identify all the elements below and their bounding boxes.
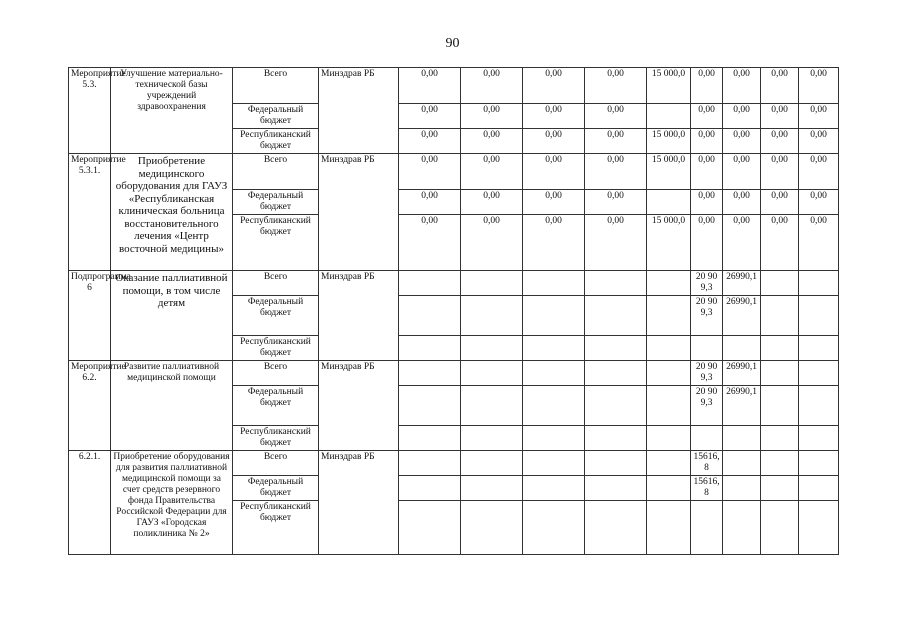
value-cell: 0,00: [761, 68, 799, 104]
executor: Минздрав РБ: [319, 154, 399, 271]
value-cell: 0,00: [399, 215, 461, 271]
value-cell: [691, 426, 723, 451]
value-cell: [761, 336, 799, 361]
value-cell: [691, 336, 723, 361]
row-name: Приобретение оборудования для развития паллиативной медицинской помощи за счет средств резервного фонда Правительства Российской Федерации для ГАУЗ «Городская поликлиника № 2»: [111, 451, 233, 555]
budget-table: [68, 67, 839, 555]
value-cell: [647, 386, 691, 426]
value-cell: 0,00: [585, 190, 647, 215]
funding-source: Федеральный бюджет: [233, 296, 319, 336]
table-body: [69, 68, 839, 555]
value-cell: [399, 426, 461, 451]
value-cell: [585, 426, 647, 451]
value-cell: 0,00: [799, 68, 839, 104]
funding-source: Республиканский бюджет: [233, 129, 319, 154]
value-cell: [523, 336, 585, 361]
value-cell: 0,00: [461, 190, 523, 215]
value-cell: 0,00: [461, 215, 523, 271]
table-row: [69, 154, 839, 190]
value-cell: 0,00: [461, 68, 523, 104]
value-cell: [399, 386, 461, 426]
table-row: [69, 451, 839, 476]
value-cell: [585, 386, 647, 426]
executor: Минздрав РБ: [319, 451, 399, 555]
value-cell: 15 000,0: [647, 154, 691, 190]
value-cell: 0,00: [691, 68, 723, 104]
value-cell: [461, 476, 523, 501]
value-cell: 0,00: [799, 104, 839, 129]
value-cell: 15616,8: [691, 451, 723, 476]
value-cell: 0,00: [723, 129, 761, 154]
funding-source: Всего: [233, 451, 319, 476]
funding-source: Всего: [233, 271, 319, 296]
funding-source: Республиканский бюджет: [233, 336, 319, 361]
value-cell: 0,00: [399, 68, 461, 104]
value-cell: [585, 501, 647, 555]
value-cell: 0,00: [723, 190, 761, 215]
value-cell: 0,00: [399, 104, 461, 129]
value-cell: [799, 426, 839, 451]
value-cell: [461, 501, 523, 555]
value-cell: [585, 336, 647, 361]
value-cell: 0,00: [799, 190, 839, 215]
value-cell: 20 909,3: [691, 361, 723, 386]
value-cell: 0,00: [461, 104, 523, 129]
value-cell: 0,00: [523, 215, 585, 271]
value-cell: 0,00: [523, 190, 585, 215]
value-cell: 0,00: [723, 154, 761, 190]
value-cell: 0,00: [723, 68, 761, 104]
value-cell: 0,00: [585, 215, 647, 271]
table-row: [69, 361, 839, 386]
value-cell: [761, 451, 799, 476]
value-cell: 0,00: [761, 190, 799, 215]
value-cell: [799, 296, 839, 336]
page-number: 90: [445, 36, 460, 51]
value-cell: 0,00: [761, 154, 799, 190]
row-name: Оказание паллиативной помощи, в том числе детям: [111, 271, 233, 361]
value-cell: [399, 476, 461, 501]
value-cell: [523, 451, 585, 476]
value-cell: 20 909,3: [691, 271, 723, 296]
value-cell: [647, 336, 691, 361]
row-code: Мероприятие 5.3.1.: [69, 154, 111, 271]
value-cell: 15 000,0: [647, 129, 691, 154]
value-cell: 0,00: [585, 104, 647, 129]
value-cell: [585, 361, 647, 386]
value-cell: [647, 476, 691, 501]
value-cell: 0,00: [399, 129, 461, 154]
value-cell: 0,00: [761, 129, 799, 154]
value-cell: [523, 361, 585, 386]
value-cell: [399, 336, 461, 361]
value-cell: 26990,1: [723, 386, 761, 426]
value-cell: 0,00: [523, 68, 585, 104]
value-cell: 26990,1: [723, 361, 761, 386]
value-cell: [523, 271, 585, 296]
value-cell: [647, 361, 691, 386]
value-cell: 0,00: [723, 104, 761, 129]
value-cell: 0,00: [461, 154, 523, 190]
value-cell: 0,00: [691, 154, 723, 190]
value-cell: 0,00: [723, 215, 761, 271]
value-cell: [399, 451, 461, 476]
value-cell: [461, 361, 523, 386]
funding-source: Всего: [233, 154, 319, 190]
value-cell: [799, 271, 839, 296]
value-cell: [799, 476, 839, 501]
value-cell: [585, 296, 647, 336]
value-cell: [761, 426, 799, 451]
value-cell: 0,00: [761, 215, 799, 271]
executor: Минздрав РБ: [319, 68, 399, 154]
value-cell: [399, 501, 461, 555]
value-cell: [399, 271, 461, 296]
funding-source: Республиканский бюджет: [233, 215, 319, 271]
value-cell: [799, 386, 839, 426]
value-cell: [761, 361, 799, 386]
value-cell: [799, 501, 839, 555]
value-cell: [761, 296, 799, 336]
value-cell: [461, 296, 523, 336]
value-cell: 0,00: [691, 190, 723, 215]
value-cell: [761, 501, 799, 555]
value-cell: 0,00: [585, 129, 647, 154]
value-cell: [723, 426, 761, 451]
value-cell: 0,00: [691, 129, 723, 154]
funding-source: Федеральный бюджет: [233, 190, 319, 215]
funding-source: Республиканский бюджет: [233, 501, 319, 555]
value-cell: 0,00: [691, 215, 723, 271]
value-cell: [799, 336, 839, 361]
funding-source: Всего: [233, 68, 319, 104]
funding-source: Всего: [233, 361, 319, 386]
value-cell: [461, 451, 523, 476]
value-cell: [647, 501, 691, 555]
value-cell: [723, 501, 761, 555]
value-cell: [761, 386, 799, 426]
value-cell: 0,00: [399, 154, 461, 190]
table-row: [69, 271, 839, 296]
row-code: Подпрограмма 6: [69, 271, 111, 361]
value-cell: [461, 386, 523, 426]
value-cell: [647, 104, 691, 129]
value-cell: [461, 426, 523, 451]
value-cell: [723, 476, 761, 501]
value-cell: [799, 451, 839, 476]
value-cell: 0,00: [799, 215, 839, 271]
value-cell: 20 909,3: [691, 296, 723, 336]
value-cell: [761, 476, 799, 501]
value-cell: [585, 271, 647, 296]
value-cell: [461, 336, 523, 361]
value-cell: 0,00: [691, 104, 723, 129]
value-cell: [523, 386, 585, 426]
value-cell: [523, 296, 585, 336]
funding-source: Федеральный бюджет: [233, 104, 319, 129]
value-cell: 20 909,3: [691, 386, 723, 426]
value-cell: 15 000,0: [647, 68, 691, 104]
value-cell: [523, 501, 585, 555]
value-cell: [761, 271, 799, 296]
executor: Минздрав РБ: [319, 361, 399, 451]
value-cell: [647, 426, 691, 451]
funding-source: Федеральный бюджет: [233, 476, 319, 501]
value-cell: 0,00: [523, 129, 585, 154]
row-code: Мероприятие 6.2.: [69, 361, 111, 451]
value-cell: [585, 476, 647, 501]
value-cell: [723, 451, 761, 476]
value-cell: [799, 361, 839, 386]
value-cell: [585, 451, 647, 476]
value-cell: 0,00: [799, 129, 839, 154]
value-cell: 26990,1: [723, 271, 761, 296]
value-cell: 15616,8: [691, 476, 723, 501]
value-cell: [461, 271, 523, 296]
row-name: Улучшение материально-технической базы учреждений здравоохранения: [111, 68, 233, 154]
value-cell: 0,00: [585, 154, 647, 190]
value-cell: 0,00: [399, 190, 461, 215]
value-cell: [523, 476, 585, 501]
row-code: 6.2.1.: [69, 451, 111, 555]
value-cell: 15 000,0: [647, 215, 691, 271]
value-cell: [647, 190, 691, 215]
value-cell: 0,00: [799, 154, 839, 190]
row-code: Мероприятие 5.3.: [69, 68, 111, 154]
value-cell: 0,00: [761, 104, 799, 129]
value-cell: [691, 501, 723, 555]
value-cell: [399, 296, 461, 336]
value-cell: [647, 451, 691, 476]
value-cell: [647, 271, 691, 296]
funding-source: Республиканский бюджет: [233, 426, 319, 451]
funding-source: Федеральный бюджет: [233, 386, 319, 426]
executor: Минздрав РБ: [319, 271, 399, 361]
value-cell: 0,00: [585, 68, 647, 104]
value-cell: 26990,1: [723, 296, 761, 336]
value-cell: [723, 336, 761, 361]
row-name: Развитие паллиативной медицинской помощи: [111, 361, 233, 451]
value-cell: 0,00: [523, 104, 585, 129]
row-name: Приобретение медицинского оборудования для ГАУЗ «Республиканская клиническая больница восстановительного лечения «Центр восточной медицины»: [111, 154, 233, 271]
value-cell: 0,00: [523, 154, 585, 190]
value-cell: 0,00: [461, 129, 523, 154]
table-row: [69, 68, 839, 104]
value-cell: [647, 296, 691, 336]
value-cell: [523, 426, 585, 451]
value-cell: [399, 361, 461, 386]
